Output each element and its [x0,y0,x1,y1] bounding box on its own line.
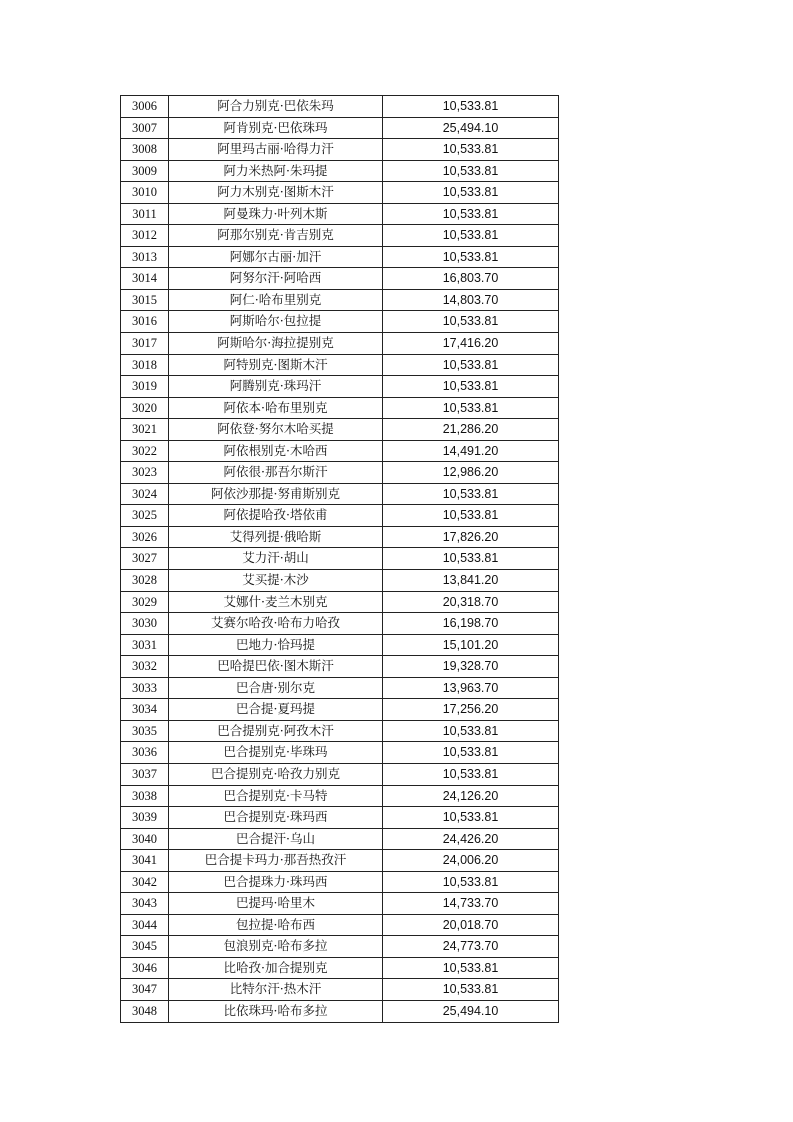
row-amount-cell: 14,491.20 [383,440,559,462]
row-amount-cell: 10,533.81 [383,505,559,527]
row-id-cell: 3033 [121,677,169,699]
row-amount-cell: 10,533.81 [383,160,559,182]
table-row [121,742,559,764]
table-row [121,117,559,139]
row-amount-cell: 10,533.81 [383,139,559,161]
table-row [121,677,559,699]
row-id-cell: 3025 [121,505,169,527]
row-name-cell: 巴合提别克·卡马特 [169,785,383,807]
table-row [121,376,559,398]
row-name-cell: 阿里玛古丽·哈得力汗 [169,139,383,161]
row-id-cell: 3006 [121,96,169,118]
table-row [121,160,559,182]
row-amount-cell: 25,494.10 [383,1000,559,1022]
table-row [121,634,559,656]
row-amount-cell: 10,533.81 [383,96,559,118]
row-name-cell: 巴合提卡玛力·那吾热孜汗 [169,850,383,872]
row-id-cell: 3046 [121,957,169,979]
table-row [121,807,559,829]
row-name-cell: 比特尔汗·热木汗 [169,979,383,1001]
table-row [121,828,559,850]
row-name-cell: 巴合提汗·乌山 [169,828,383,850]
row-name-cell: 阿仁·哈布里别克 [169,289,383,311]
row-amount-cell: 10,533.81 [383,742,559,764]
table-row [121,268,559,290]
row-amount-cell: 16,198.70 [383,613,559,635]
table-row [121,979,559,1001]
table-row [121,397,559,419]
row-id-cell: 3008 [121,139,169,161]
row-name-cell: 巴提玛·哈里木 [169,893,383,915]
table-row [121,720,559,742]
row-id-cell: 3030 [121,613,169,635]
row-amount-cell: 17,256.20 [383,699,559,721]
row-id-cell: 3028 [121,570,169,592]
table-row [121,656,559,678]
row-amount-cell: 10,533.81 [383,225,559,247]
row-id-cell: 3022 [121,440,169,462]
row-amount-cell: 10,533.81 [383,483,559,505]
table-row [121,225,559,247]
table-row [121,785,559,807]
row-amount-cell: 14,803.70 [383,289,559,311]
row-amount-cell: 21,286.20 [383,419,559,441]
row-name-cell: 阿依本·哈布里别克 [169,397,383,419]
row-id-cell: 3037 [121,763,169,785]
table-row [121,333,559,355]
row-id-cell: 3041 [121,850,169,872]
row-name-cell: 阿依登·努尔木哈买提 [169,419,383,441]
table-row [121,957,559,979]
row-amount-cell: 25,494.10 [383,117,559,139]
table-row [121,462,559,484]
row-id-cell: 3010 [121,182,169,204]
row-name-cell: 艾得列提·俄哈斯 [169,526,383,548]
row-amount-cell: 10,533.81 [383,957,559,979]
row-id-cell: 3043 [121,893,169,915]
row-amount-cell: 10,533.81 [383,763,559,785]
row-amount-cell: 24,006.20 [383,850,559,872]
row-name-cell: 巴合提·夏玛提 [169,699,383,721]
row-name-cell: 阿依提哈孜·塔依甫 [169,505,383,527]
row-name-cell: 阿腾别克·珠玛汗 [169,376,383,398]
row-amount-cell: 14,733.70 [383,893,559,915]
table-row [121,914,559,936]
row-id-cell: 3026 [121,526,169,548]
row-amount-cell: 10,533.81 [383,720,559,742]
table-row [121,246,559,268]
row-amount-cell: 10,533.81 [383,979,559,1001]
row-amount-cell: 20,018.70 [383,914,559,936]
table-row [121,1000,559,1022]
row-amount-cell: 17,826.20 [383,526,559,548]
page-sheet [120,95,557,1023]
row-amount-cell: 13,963.70 [383,677,559,699]
row-id-cell: 3019 [121,376,169,398]
row-id-cell: 3042 [121,871,169,893]
row-id-cell: 3029 [121,591,169,613]
table-row [121,591,559,613]
row-name-cell: 阿斯哈尔·海拉提别克 [169,333,383,355]
row-id-cell: 3027 [121,548,169,570]
table-row [121,182,559,204]
row-id-cell: 3038 [121,785,169,807]
table-row [121,419,559,441]
row-id-cell: 3012 [121,225,169,247]
row-name-cell: 艾力汗·胡山 [169,548,383,570]
row-name-cell: 艾赛尔哈孜·哈布力哈孜 [169,613,383,635]
row-name-cell: 包浪别克·哈布多拉 [169,936,383,958]
row-id-cell: 3017 [121,333,169,355]
records-table [120,95,559,1023]
row-amount-cell: 16,803.70 [383,268,559,290]
row-name-cell: 阿依根别克·木哈西 [169,440,383,462]
row-amount-cell: 10,533.81 [383,354,559,376]
table-row [121,613,559,635]
row-id-cell: 3007 [121,117,169,139]
row-amount-cell: 24,773.70 [383,936,559,958]
table-row [121,354,559,376]
row-name-cell: 艾娜什·麦兰木别克 [169,591,383,613]
row-id-cell: 3031 [121,634,169,656]
table-row [121,440,559,462]
row-id-cell: 3020 [121,397,169,419]
row-amount-cell: 10,533.81 [383,203,559,225]
row-id-cell: 3047 [121,979,169,1001]
row-id-cell: 3018 [121,354,169,376]
row-id-cell: 3015 [121,289,169,311]
row-amount-cell: 17,416.20 [383,333,559,355]
row-id-cell: 3009 [121,160,169,182]
table-row [121,526,559,548]
row-name-cell: 阿力米热阿·朱玛提 [169,160,383,182]
table-row [121,289,559,311]
row-name-cell: 阿依很·那吾尔斯汗 [169,462,383,484]
row-name-cell: 阿努尔汗·阿哈西 [169,268,383,290]
row-amount-cell: 10,533.81 [383,246,559,268]
row-id-cell: 3040 [121,828,169,850]
table-row [121,570,559,592]
row-amount-cell: 10,533.81 [383,311,559,333]
table-row [121,139,559,161]
row-name-cell: 阿曼珠力·叶列木斯 [169,203,383,225]
row-id-cell: 3011 [121,203,169,225]
table-row [121,763,559,785]
row-amount-cell: 10,533.81 [383,871,559,893]
row-amount-cell: 10,533.81 [383,807,559,829]
row-amount-cell: 20,318.70 [383,591,559,613]
table-row [121,699,559,721]
row-name-cell: 阿斯哈尔·包拉提 [169,311,383,333]
table-row [121,505,559,527]
row-name-cell: 阿特别克·图斯木汗 [169,354,383,376]
row-name-cell: 阿合力别克·巴依朱玛 [169,96,383,118]
row-name-cell: 阿娜尔古丽·加汗 [169,246,383,268]
row-name-cell: 巴哈提巴依·图木斯汗 [169,656,383,678]
row-id-cell: 3024 [121,483,169,505]
row-id-cell: 3048 [121,1000,169,1022]
row-name-cell: 阿肯别克·巴依珠玛 [169,117,383,139]
row-name-cell: 比依珠玛·哈布多拉 [169,1000,383,1022]
row-amount-cell: 24,426.20 [383,828,559,850]
table-row [121,96,559,118]
table-row [121,871,559,893]
table-row [121,893,559,915]
row-id-cell: 3036 [121,742,169,764]
row-amount-cell: 24,126.20 [383,785,559,807]
row-amount-cell: 19,328.70 [383,656,559,678]
row-id-cell: 3039 [121,807,169,829]
row-name-cell: 巴合提别克·珠玛西 [169,807,383,829]
row-amount-cell: 12,986.20 [383,462,559,484]
table-row [121,311,559,333]
row-id-cell: 3016 [121,311,169,333]
table-row [121,548,559,570]
row-name-cell: 巴合提别克·哈孜力别克 [169,763,383,785]
table-row [121,483,559,505]
row-name-cell: 巴合提别克·阿孜木汗 [169,720,383,742]
row-amount-cell: 10,533.81 [383,182,559,204]
row-id-cell: 3035 [121,720,169,742]
row-id-cell: 3013 [121,246,169,268]
row-name-cell: 阿依沙那提·努甫斯别克 [169,483,383,505]
row-name-cell: 阿力木别克·图斯木汗 [169,182,383,204]
row-name-cell: 比哈孜·加合提别克 [169,957,383,979]
records-table-body [121,96,559,1023]
row-name-cell: 巴合提珠力·珠玛西 [169,871,383,893]
row-name-cell: 阿那尔别克·肯吉别克 [169,225,383,247]
row-amount-cell: 15,101.20 [383,634,559,656]
row-id-cell: 3034 [121,699,169,721]
row-name-cell: 巴合提别克·毕珠玛 [169,742,383,764]
row-name-cell: 艾买提·木沙 [169,570,383,592]
row-id-cell: 3014 [121,268,169,290]
row-id-cell: 3044 [121,914,169,936]
row-id-cell: 3023 [121,462,169,484]
table-row [121,203,559,225]
row-amount-cell: 10,533.81 [383,548,559,570]
row-amount-cell: 13,841.20 [383,570,559,592]
row-id-cell: 3032 [121,656,169,678]
table-row [121,936,559,958]
table-row [121,850,559,872]
row-amount-cell: 10,533.81 [383,397,559,419]
row-name-cell: 巴地力·恰玛提 [169,634,383,656]
row-id-cell: 3045 [121,936,169,958]
row-id-cell: 3021 [121,419,169,441]
row-name-cell: 巴合唐·别尔克 [169,677,383,699]
row-amount-cell: 10,533.81 [383,376,559,398]
row-name-cell: 包拉提·哈布西 [169,914,383,936]
